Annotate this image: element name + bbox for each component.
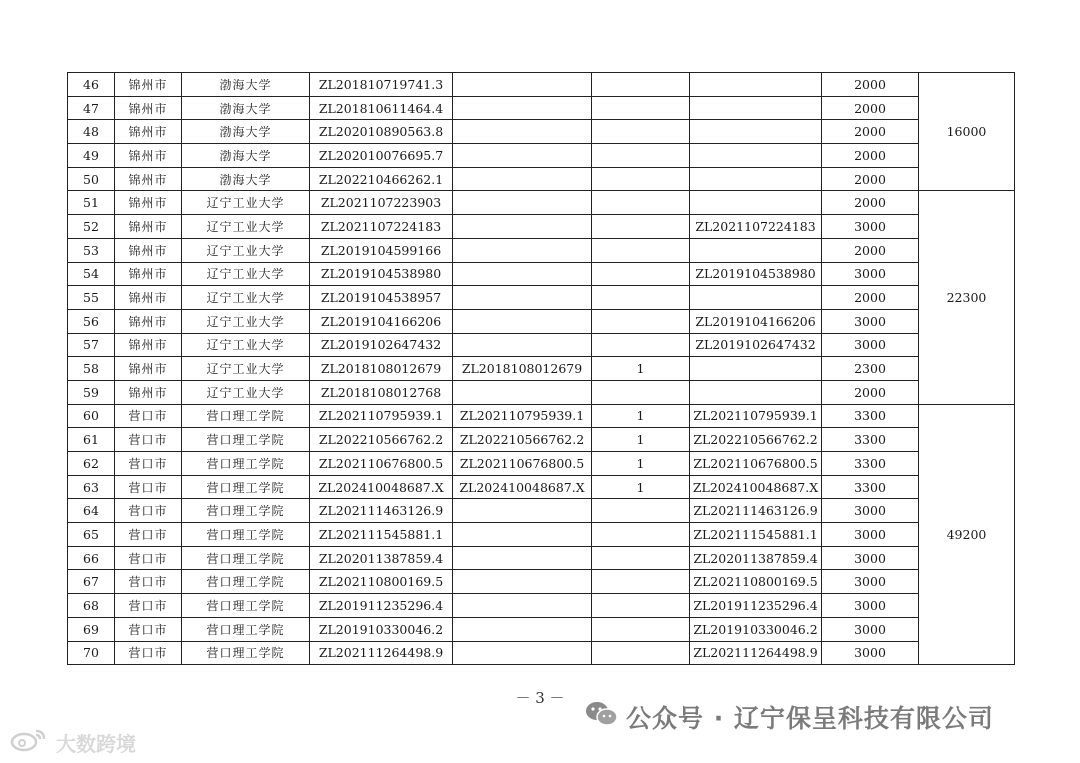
- unit-cell: 营口理工学院: [182, 452, 310, 476]
- table-row: [68, 570, 1015, 594]
- patent-transfer-cell: [453, 262, 592, 286]
- count-cell: [592, 309, 690, 333]
- unit-cell: 辽宁工业大学: [182, 309, 310, 333]
- row-number-cell: 70: [68, 641, 115, 665]
- row-number-cell: 54: [68, 262, 115, 286]
- city-cell: 营口市: [115, 570, 182, 594]
- table-row: [68, 357, 1015, 381]
- count-cell: [592, 546, 690, 570]
- patent-number-cell: ZL201810611464.4: [310, 96, 453, 120]
- amount-cell: 2000: [822, 191, 919, 215]
- count-cell: [592, 617, 690, 641]
- patent-transfer-cell: [453, 309, 592, 333]
- count-cell: 1: [592, 452, 690, 476]
- unit-cell: 营口理工学院: [182, 617, 310, 641]
- row-number-cell: 47: [68, 96, 115, 120]
- patent-number-cell: ZL2019102647432: [310, 333, 453, 357]
- city-cell: 营口市: [115, 594, 182, 618]
- patent-number-cell: ZL201911235296.4: [310, 594, 453, 618]
- patent-number-cell: ZL202210566762.2: [310, 428, 453, 452]
- subsidy-table: [67, 72, 1015, 665]
- city-cell: 锦州市: [115, 191, 182, 215]
- patent-number-cell: ZL202210466262.1: [310, 167, 453, 191]
- patent-license-cell: [690, 96, 822, 120]
- table-row: [68, 452, 1015, 476]
- patent-transfer-cell: [453, 594, 592, 618]
- unit-cell: 营口理工学院: [182, 546, 310, 570]
- amount-cell: 3000: [822, 546, 919, 570]
- patent-number-cell: ZL201810719741.3: [310, 73, 453, 97]
- unit-cell: 营口理工学院: [182, 570, 310, 594]
- city-cell: 营口市: [115, 546, 182, 570]
- amount-cell: 3300: [822, 452, 919, 476]
- table-row: [68, 309, 1015, 333]
- patent-number-cell: ZL202010890563.8: [310, 120, 453, 144]
- patent-license-cell: [690, 73, 822, 97]
- patent-number-cell: ZL202010076695.7: [310, 144, 453, 168]
- patent-license-cell: [690, 167, 822, 191]
- unit-cell: 营口理工学院: [182, 428, 310, 452]
- amount-cell: 2000: [822, 73, 919, 97]
- patent-transfer-cell: [453, 238, 592, 262]
- count-cell: [592, 523, 690, 547]
- city-cell: 锦州市: [115, 167, 182, 191]
- count-cell: [592, 167, 690, 191]
- amount-cell: 3000: [822, 333, 919, 357]
- amount-cell: 2000: [822, 144, 919, 168]
- table-row: [68, 523, 1015, 547]
- unit-cell: 营口理工学院: [182, 523, 310, 547]
- patent-number-cell: ZL2018108012679: [310, 357, 453, 381]
- watermark-wechat: [584, 699, 994, 735]
- amount-cell: 2000: [822, 167, 919, 191]
- wechat-icon: [584, 699, 620, 735]
- patent-license-cell: ZL202011387859.4: [690, 546, 822, 570]
- table-row: [68, 215, 1015, 239]
- patent-license-cell: ZL202410048687.X: [690, 475, 822, 499]
- patent-transfer-cell: [453, 617, 592, 641]
- row-number-cell: 66: [68, 546, 115, 570]
- patent-license-cell: ZL202110795939.1: [690, 404, 822, 428]
- amount-cell: 2000: [822, 96, 919, 120]
- patent-transfer-cell: ZL2018108012679: [453, 357, 592, 381]
- count-cell: [592, 73, 690, 97]
- count-cell: 1: [592, 475, 690, 499]
- count-cell: [592, 333, 690, 357]
- patent-license-cell: ZL202210566762.2: [690, 428, 822, 452]
- patent-license-cell: ZL2019104166206: [690, 309, 822, 333]
- table-row: [68, 167, 1015, 191]
- watermark-left-text: 大数跨境: [56, 732, 136, 756]
- patent-license-cell: ZL201911235296.4: [690, 594, 822, 618]
- group-total-cell: 22300: [919, 191, 1015, 404]
- row-number-cell: 63: [68, 475, 115, 499]
- amount-cell: 3300: [822, 428, 919, 452]
- table-body: [68, 73, 1015, 665]
- unit-cell: 渤海大学: [182, 144, 310, 168]
- unit-cell: 辽宁工业大学: [182, 357, 310, 381]
- patent-number-cell: ZL202110800169.5: [310, 570, 453, 594]
- patent-number-cell: ZL202111463126.9: [310, 499, 453, 523]
- table-row: [68, 428, 1015, 452]
- weibo-icon: [10, 727, 50, 758]
- unit-cell: 营口理工学院: [182, 641, 310, 665]
- amount-cell: 3000: [822, 641, 919, 665]
- table-row: [68, 120, 1015, 144]
- amount-cell: 3000: [822, 570, 919, 594]
- amount-cell: 2000: [822, 238, 919, 262]
- amount-cell: 3000: [822, 499, 919, 523]
- count-cell: [592, 641, 690, 665]
- city-cell: 营口市: [115, 523, 182, 547]
- row-number-cell: 55: [68, 286, 115, 310]
- count-cell: 1: [592, 428, 690, 452]
- patent-number-cell: ZL202111545881.1: [310, 523, 453, 547]
- row-number-cell: 67: [68, 570, 115, 594]
- row-number-cell: 52: [68, 215, 115, 239]
- amount-cell: 3000: [822, 523, 919, 547]
- row-number-cell: 60: [68, 404, 115, 428]
- city-cell: 营口市: [115, 452, 182, 476]
- patent-license-cell: ZL202111264498.9: [690, 641, 822, 665]
- count-cell: 1: [592, 357, 690, 381]
- patent-number-cell: ZL202111264498.9: [310, 641, 453, 665]
- unit-cell: 营口理工学院: [182, 475, 310, 499]
- row-number-cell: 49: [68, 144, 115, 168]
- patent-license-cell: [690, 238, 822, 262]
- patent-transfer-cell: ZL202410048687.X: [453, 475, 592, 499]
- patent-license-cell: [690, 357, 822, 381]
- row-number-cell: 57: [68, 333, 115, 357]
- patent-transfer-cell: [453, 215, 592, 239]
- city-cell: 锦州市: [115, 144, 182, 168]
- count-cell: 1: [592, 404, 690, 428]
- patent-transfer-cell: [453, 286, 592, 310]
- amount-cell: 3000: [822, 594, 919, 618]
- city-cell: 营口市: [115, 428, 182, 452]
- unit-cell: 渤海大学: [182, 167, 310, 191]
- amount-cell: 3300: [822, 404, 919, 428]
- table-row: [68, 144, 1015, 168]
- unit-cell: 营口理工学院: [182, 594, 310, 618]
- patent-transfer-cell: [453, 96, 592, 120]
- row-number-cell: 58: [68, 357, 115, 381]
- row-number-cell: 56: [68, 309, 115, 333]
- patent-transfer-cell: [453, 641, 592, 665]
- table-row: [68, 73, 1015, 97]
- unit-cell: 渤海大学: [182, 96, 310, 120]
- city-cell: 营口市: [115, 617, 182, 641]
- patent-license-cell: ZL2021107224183: [690, 215, 822, 239]
- table-row: [68, 641, 1015, 665]
- group-total-cell: 49200: [919, 404, 1015, 665]
- table-row: [68, 475, 1015, 499]
- patent-license-cell: ZL2019102647432: [690, 333, 822, 357]
- amount-cell: 3000: [822, 262, 919, 286]
- count-cell: [592, 238, 690, 262]
- patent-transfer-cell: ZL202210566762.2: [453, 428, 592, 452]
- table-row: [68, 96, 1015, 120]
- patent-license-cell: [690, 120, 822, 144]
- amount-cell: 2000: [822, 380, 919, 404]
- patent-license-cell: ZL202110676800.5: [690, 452, 822, 476]
- patent-number-cell: ZL2018108012768: [310, 380, 453, 404]
- city-cell: 营口市: [115, 499, 182, 523]
- city-cell: 锦州市: [115, 309, 182, 333]
- patent-license-cell: ZL201910330046.2: [690, 617, 822, 641]
- patent-license-cell: ZL2019104538980: [690, 262, 822, 286]
- table-row: [68, 594, 1015, 618]
- row-number-cell: 61: [68, 428, 115, 452]
- count-cell: [592, 96, 690, 120]
- count-cell: [592, 215, 690, 239]
- count-cell: [592, 144, 690, 168]
- amount-cell: 3000: [822, 617, 919, 641]
- count-cell: [592, 570, 690, 594]
- unit-cell: 辽宁工业大学: [182, 380, 310, 404]
- amount-cell: 2000: [822, 120, 919, 144]
- unit-cell: 辽宁工业大学: [182, 262, 310, 286]
- count-cell: [592, 499, 690, 523]
- city-cell: 锦州市: [115, 357, 182, 381]
- row-number-cell: 46: [68, 73, 115, 97]
- table-row: [68, 238, 1015, 262]
- page-number: － 3 －: [515, 689, 565, 707]
- patent-number-cell: ZL201910330046.2: [310, 617, 453, 641]
- patent-transfer-cell: [453, 523, 592, 547]
- city-cell: 锦州市: [115, 73, 182, 97]
- table-row: [68, 617, 1015, 641]
- unit-cell: 辽宁工业大学: [182, 215, 310, 239]
- patent-transfer-cell: [453, 546, 592, 570]
- row-number-cell: 48: [68, 120, 115, 144]
- unit-cell: 营口理工学院: [182, 499, 310, 523]
- patent-transfer-cell: ZL202110676800.5: [453, 452, 592, 476]
- patent-license-cell: [690, 286, 822, 310]
- table-row: [68, 404, 1015, 428]
- patent-number-cell: ZL202110795939.1: [310, 404, 453, 428]
- city-cell: 锦州市: [115, 215, 182, 239]
- group-total-cell: 16000: [919, 73, 1015, 191]
- table-row: [68, 262, 1015, 286]
- patent-license-cell: [690, 380, 822, 404]
- patent-license-cell: ZL202110800169.5: [690, 570, 822, 594]
- unit-cell: 渤海大学: [182, 120, 310, 144]
- patent-license-cell: ZL202111463126.9: [690, 499, 822, 523]
- row-number-cell: 51: [68, 191, 115, 215]
- patent-number-cell: ZL2019104538957: [310, 286, 453, 310]
- count-cell: [592, 594, 690, 618]
- table-row: [68, 546, 1015, 570]
- table-row: [68, 191, 1015, 215]
- patent-license-cell: [690, 191, 822, 215]
- patent-transfer-cell: [453, 333, 592, 357]
- unit-cell: 渤海大学: [182, 73, 310, 97]
- patent-license-cell: [690, 144, 822, 168]
- amount-cell: 3000: [822, 215, 919, 239]
- patent-license-cell: ZL202111545881.1: [690, 523, 822, 547]
- patent-number-cell: ZL2019104599166: [310, 238, 453, 262]
- city-cell: 锦州市: [115, 380, 182, 404]
- patent-number-cell: ZL2021107223903: [310, 191, 453, 215]
- patent-transfer-cell: ZL202110795939.1: [453, 404, 592, 428]
- patent-transfer-cell: [453, 499, 592, 523]
- unit-cell: 辽宁工业大学: [182, 286, 310, 310]
- patent-number-cell: ZL202011387859.4: [310, 546, 453, 570]
- city-cell: 营口市: [115, 404, 182, 428]
- count-cell: [592, 286, 690, 310]
- watermark-text: 公众号 · 辽宁保呈科技有限公司: [626, 704, 994, 733]
- patent-number-cell: ZL2021107224183: [310, 215, 453, 239]
- table-row: [68, 333, 1015, 357]
- patent-transfer-cell: [453, 144, 592, 168]
- patent-number-cell: ZL2019104166206: [310, 309, 453, 333]
- unit-cell: 辽宁工业大学: [182, 333, 310, 357]
- patent-transfer-cell: [453, 191, 592, 215]
- amount-cell: 2300: [822, 357, 919, 381]
- row-number-cell: 64: [68, 499, 115, 523]
- patent-transfer-cell: [453, 73, 592, 97]
- row-number-cell: 59: [68, 380, 115, 404]
- row-number-cell: 50: [68, 167, 115, 191]
- patent-number-cell: ZL202110676800.5: [310, 452, 453, 476]
- row-number-cell: 65: [68, 523, 115, 547]
- unit-cell: 辽宁工业大学: [182, 238, 310, 262]
- row-number-cell: 68: [68, 594, 115, 618]
- count-cell: [592, 380, 690, 404]
- row-number-cell: 62: [68, 452, 115, 476]
- city-cell: 锦州市: [115, 238, 182, 262]
- amount-cell: 3000: [822, 309, 919, 333]
- city-cell: 锦州市: [115, 120, 182, 144]
- row-number-cell: 53: [68, 238, 115, 262]
- patent-number-cell: ZL202410048687.X: [310, 475, 453, 499]
- city-cell: 锦州市: [115, 286, 182, 310]
- patent-transfer-cell: [453, 167, 592, 191]
- table-row: [68, 286, 1015, 310]
- watermark-weibo: [10, 727, 136, 758]
- city-cell: 营口市: [115, 475, 182, 499]
- count-cell: [592, 262, 690, 286]
- count-cell: [592, 191, 690, 215]
- table-row: [68, 380, 1015, 404]
- amount-cell: 2000: [822, 286, 919, 310]
- amount-cell: 3300: [822, 475, 919, 499]
- city-cell: 锦州市: [115, 262, 182, 286]
- patent-transfer-cell: [453, 570, 592, 594]
- patent-transfer-cell: [453, 380, 592, 404]
- city-cell: 营口市: [115, 641, 182, 665]
- unit-cell: 辽宁工业大学: [182, 191, 310, 215]
- row-number-cell: 69: [68, 617, 115, 641]
- city-cell: 锦州市: [115, 333, 182, 357]
- table-row: [68, 499, 1015, 523]
- patent-number-cell: ZL2019104538980: [310, 262, 453, 286]
- patent-transfer-cell: [453, 120, 592, 144]
- city-cell: 锦州市: [115, 96, 182, 120]
- count-cell: [592, 120, 690, 144]
- unit-cell: 营口理工学院: [182, 404, 310, 428]
